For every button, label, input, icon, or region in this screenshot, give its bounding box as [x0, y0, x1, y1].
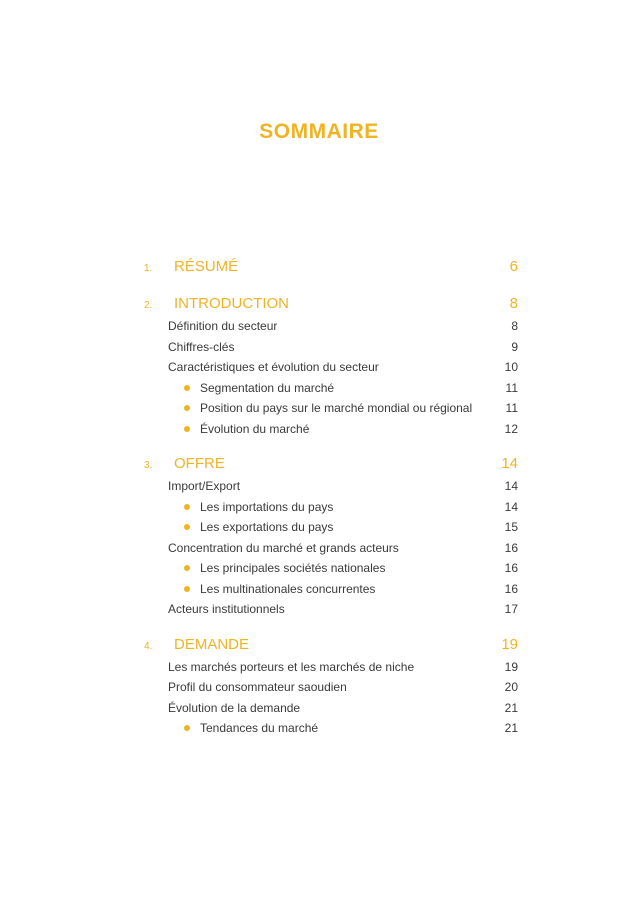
toc-entry[interactable]: [144, 340, 518, 361]
entry-page-number: 16: [504, 540, 518, 555]
entry-text: Profil du consommateur saoudien: [168, 680, 347, 694]
toc-section: [144, 258, 518, 282]
bullet-icon: [184, 565, 190, 571]
bullet-icon: [184, 586, 190, 592]
entry-text: Les marchés porteurs et les marchés de niche: [168, 659, 415, 674]
entry-page-number: 16: [504, 561, 518, 575]
toc-subentry[interactable]: [144, 561, 518, 582]
bullet-icon: [184, 385, 190, 391]
toc-subentry[interactable]: [144, 422, 518, 443]
bullet-icon: [184, 405, 190, 411]
entry-text: Tendances du marché: [200, 721, 319, 735]
entry-label: [168, 721, 488, 735]
bullet-icon: [184, 504, 190, 510]
entry-label: [168, 520, 488, 534]
entry-page-number: 12: [504, 421, 518, 436]
toc-subentry[interactable]: [144, 520, 518, 541]
toc-entry[interactable]: [144, 701, 518, 722]
toc-entry[interactable]: [144, 541, 518, 562]
section-page-number: 19: [501, 635, 518, 653]
toc-section-heading[interactable]: [144, 258, 518, 282]
toc-section-heading[interactable]: [144, 636, 518, 660]
bullet-icon: [184, 725, 190, 731]
toc-section: [144, 636, 518, 742]
toc-entry[interactable]: [144, 479, 518, 500]
entry-text: Segmentation du marché: [200, 380, 335, 395]
section-number: 2.: [144, 300, 153, 311]
entry-label: [168, 360, 488, 374]
entry-text: Les importations du pays: [200, 499, 334, 514]
section-page-number: 8: [509, 295, 518, 312]
entry-text: Caractéristiques et évolution du secteur: [168, 360, 379, 374]
entry-page-number: 20: [504, 680, 518, 694]
entry-text: Import/Export: [168, 479, 241, 493]
section-title: RÉSUMÉ: [174, 258, 239, 275]
entry-page-number: 19: [504, 659, 518, 674]
entry-text: Évolution du marché: [200, 421, 310, 436]
entry-label: [168, 680, 488, 694]
toc-entry[interactable]: [144, 680, 518, 701]
toc-section-heading[interactable]: [144, 295, 518, 319]
entry-text: Position du pays sur le marché mondial ou régional: [200, 401, 473, 415]
entry-text: Les principales sociétés nationales: [200, 561, 386, 575]
section-number: 4.: [144, 640, 153, 652]
section-title: DEMANDE: [174, 635, 250, 653]
entry-label: [168, 701, 488, 715]
entry-label: [168, 401, 488, 415]
entry-label: [168, 340, 488, 354]
entry-label: [168, 381, 488, 395]
entry-page-number: 10: [504, 360, 518, 374]
toc-entry[interactable]: [144, 660, 518, 681]
entry-text: Concentration du marché et grands acteurs: [168, 540, 399, 555]
entry-page-number: 8: [511, 319, 518, 333]
entry-text: Acteurs institutionnels: [168, 602, 285, 616]
entry-page-number: 15: [504, 520, 518, 534]
entry-label: [168, 422, 488, 436]
entry-page-number: 21: [504, 721, 518, 735]
toc-section-heading[interactable]: [144, 455, 518, 479]
section-page-number: 6: [509, 258, 518, 275]
entry-text: Les multinationales concurrentes: [200, 581, 376, 596]
entry-page-number: 16: [504, 581, 518, 596]
entry-label: [168, 541, 488, 555]
entry-label: [168, 319, 488, 333]
entry-page-number: 14: [504, 479, 518, 493]
toc-subentry[interactable]: [144, 401, 518, 422]
toc-entry[interactable]: [144, 319, 518, 340]
table-of-contents: [144, 258, 518, 755]
toc-subentry[interactable]: [144, 500, 518, 521]
toc-entry[interactable]: [144, 602, 518, 623]
section-number: 1.: [144, 263, 153, 274]
section-title: INTRODUCTION: [174, 295, 289, 312]
bullet-icon: [184, 524, 190, 530]
entry-page-number: 11: [505, 380, 518, 395]
toc-subentry[interactable]: [144, 721, 518, 742]
toc-subentry[interactable]: [144, 381, 518, 402]
bullet-icon: [184, 426, 190, 432]
entry-label: [168, 602, 488, 616]
entry-page-number: 11: [505, 401, 518, 415]
toc-entry[interactable]: [144, 360, 518, 381]
entry-page-number: 14: [504, 499, 518, 514]
entry-text: Les exportations du pays: [200, 520, 334, 534]
entry-label: [168, 582, 488, 596]
entry-label: [168, 479, 488, 493]
entry-text: Chiffres-clés: [168, 339, 235, 354]
toc-section: [144, 295, 518, 442]
entry-label: [168, 561, 488, 575]
section-number: 3.: [144, 460, 153, 471]
entry-label: [168, 660, 488, 674]
entry-page-number: 21: [504, 700, 518, 715]
entry-page-number: 17: [504, 602, 518, 616]
toc-section: [144, 455, 518, 623]
page-title: SOMMAIRE: [259, 120, 379, 143]
entry-label: [168, 500, 488, 514]
section-page-number: 14: [501, 455, 518, 472]
section-title: OFFRE: [174, 455, 225, 472]
toc-subentry[interactable]: [144, 582, 518, 603]
entry-text: Évolution de la demande: [168, 700, 301, 715]
entry-text: Définition du secteur: [168, 319, 278, 333]
entry-page-number: 9: [511, 339, 518, 354]
